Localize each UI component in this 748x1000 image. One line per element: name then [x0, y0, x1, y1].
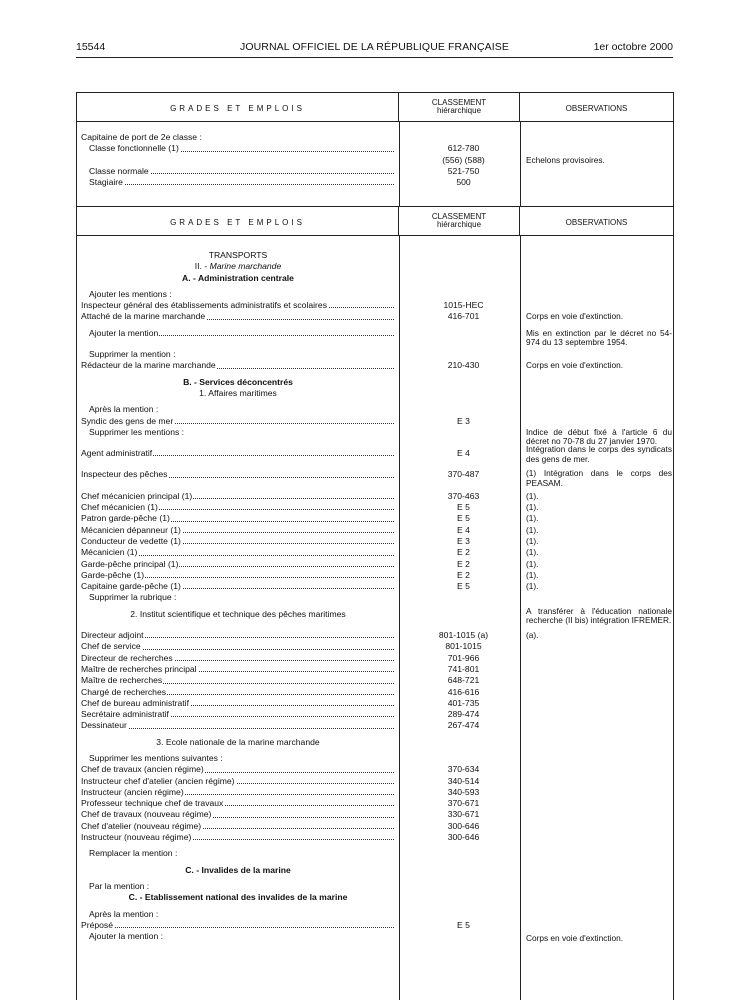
row-value: 300-646 [447, 820, 480, 831]
row-label: Maître de recherches [81, 675, 394, 686]
row-observation: (1). [526, 513, 539, 524]
row-label: Patron garde-pêche (1) [81, 513, 394, 524]
row-observation: (1). [526, 535, 539, 546]
row-value: E 5 [457, 513, 470, 524]
row-label: Capitaine garde-pêche (1) [81, 581, 394, 592]
table-row: Inspecteur des pêches 370-487 (1) Intégration dans le corps des PEASAM. [81, 468, 672, 488]
table-row [77, 821, 673, 832]
table-row: Ajouter la mention Mis en extinction par le décret no 54-974 du 13 septembre 1954. [89, 327, 672, 348]
table-row: Supprimer les mentions : Indice de début fixé à l'article 6 du décret no 70-78 du 27 janvier 1970. [89, 426, 672, 447]
table-row [77, 525, 673, 536]
instruction-text: Par la mention : [89, 880, 150, 891]
row-value: 801-1015 [445, 641, 482, 652]
row-value: 340-514 [447, 775, 480, 786]
table-row: Rédacteur de la marine marchande 210-430 Corps en voie d'extinction. [81, 360, 624, 371]
row-value: 370-463 [447, 490, 480, 501]
row-label: Conducteur de vedette (1) [81, 536, 394, 547]
table-row: Stagiaire 500 [89, 177, 471, 188]
row-observation: (a). [526, 630, 539, 641]
table-row: Préposé E 5 [81, 919, 470, 930]
table-row: (556) (588) Echelons provisoires. [442, 154, 605, 165]
table-row [77, 570, 673, 581]
row-label: Maître de recherches principal [81, 664, 394, 675]
table-row [77, 764, 673, 775]
section-subtitle: B. - Services déconcentrés [183, 376, 293, 387]
row-observation: (1). [526, 581, 539, 592]
table-row: 2. Institut scientifique et technique des pêches maritimes A transférer à l'éducation nationale recherche (II bis) intégration IFREMER. [130, 605, 672, 626]
row-label: Directeur de recherches [81, 653, 394, 664]
row-value: E 4 [457, 524, 470, 535]
row-value: 801-1015 (a) [438, 630, 489, 641]
section-subtitle: 1. Affaires maritimes [199, 387, 277, 398]
col-header-classement: CLASSEMENT hiérarchique [399, 93, 520, 122]
table-row [77, 641, 673, 652]
table-row [77, 502, 673, 513]
row-label: Professeur technique chef de travaux [81, 798, 394, 809]
table-row [77, 832, 673, 843]
table-row: Inspecteur général des établissements administratifs et scolaires 1015-HEC [81, 300, 484, 311]
section-subtitle: II. - Marine marchande [194, 261, 282, 272]
page-number: 15544 [76, 41, 106, 53]
table1-body [77, 122, 673, 206]
row-value: E 2 [457, 558, 470, 569]
table-row [77, 709, 673, 720]
grades-table-2 [76, 206, 674, 1000]
table-row [77, 809, 673, 820]
row-label: Mécanicien (1) [81, 547, 394, 558]
instruction-text: Ajouter les mentions : [89, 288, 172, 299]
row-label: Secrétaire administratif [81, 709, 394, 720]
journal-title: JOURNAL OFFICIEL DE LA RÉPUBLIQUE FRANÇAISE [240, 41, 509, 53]
table-row [77, 559, 673, 570]
table-row [77, 664, 673, 675]
row-value: E 5 [457, 581, 470, 592]
table-row: Attaché de la marine marchande 416-701 Corps en voie d'extinction. [81, 311, 624, 322]
table-row [77, 630, 673, 641]
row-label: Instructeur chef d'atelier (ancien régime) [81, 776, 394, 787]
table-row [77, 787, 673, 798]
section-subtitle: 3. Ecole nationale de la marine marchande [156, 736, 320, 747]
row-label: Instructeur (ancien régime) [81, 787, 394, 798]
row-value: 701-966 [447, 652, 480, 663]
table-header-row [77, 207, 674, 236]
row-value: 401-735 [447, 697, 480, 708]
row-value: 741-801 [447, 663, 480, 674]
row-value: 300-646 [447, 832, 480, 843]
list-c [77, 764, 673, 843]
section-subtitle: C. - Etablissement national des invalides de la marine [128, 892, 348, 903]
row-observation: (1). [526, 490, 539, 501]
section-title: TRANSPORTS [208, 250, 268, 260]
row-value: 370-671 [447, 798, 480, 809]
table-row [77, 513, 673, 524]
row-value: E 5 [457, 502, 470, 513]
row-label: Chef de travaux (nouveau régime) [81, 809, 394, 820]
row-observation: (1). [526, 524, 539, 535]
col-header-observations: OBSERVATIONS [520, 207, 674, 236]
row-value: 648-721 [447, 675, 480, 686]
col-header-grades: GRADES ET EMPLOIS [77, 207, 399, 236]
publication-date: 1er octobre 2000 [593, 41, 673, 53]
table-row [77, 581, 673, 592]
table-row: Ajouter la mention : Corps en voie d'extinction. [89, 931, 624, 944]
row-value: E 2 [457, 547, 470, 558]
instruction-text: Remplacer la mention : [89, 848, 178, 859]
instruction-text: Après la mention : [89, 404, 159, 415]
row-observation: (1). [526, 558, 539, 569]
row-label: Directeur adjoint [81, 630, 394, 641]
col-header-observations: OBSERVATIONS [520, 93, 674, 122]
table-header-row [77, 93, 674, 122]
list-a [77, 491, 673, 593]
table2-body [77, 236, 673, 1000]
table-row [77, 491, 673, 502]
row-value: 370-634 [447, 764, 480, 775]
table-row: Syndic des gens de mer E 3 [81, 415, 470, 426]
row-value: 289-474 [447, 709, 480, 720]
row-label: Mécanicien dépanneur (1) [81, 525, 394, 536]
row-value: 267-474 [447, 720, 480, 731]
row-label: Chef de travaux (ancien régime) [81, 764, 394, 775]
row-value: E 3 [457, 535, 470, 546]
table-row: Classe normale 521-750 [89, 165, 480, 176]
col-header-classement: CLASSEMENT hiérarchique [399, 207, 520, 236]
row-value: 416-616 [447, 686, 480, 697]
table-row [77, 536, 673, 547]
row-label: Garde-pêche principal (1) [81, 559, 394, 570]
table-row: Classe fonctionnelle (1) 612-780 [89, 143, 480, 154]
table-row [77, 720, 673, 731]
table-row [77, 675, 673, 686]
instruction-text: Supprimer la mention : [89, 349, 176, 360]
section-subtitle: A. - Administration centrale [182, 272, 294, 283]
row-label: Instructeur (nouveau régime) [81, 832, 394, 843]
grades-table-1 [76, 92, 674, 207]
row-value: 340-593 [447, 786, 480, 797]
row-observation: (1). [526, 502, 539, 513]
table-row: Agent administratif E 4 Intégration dans le corps des syndicats des gens de mer. [81, 444, 672, 464]
instruction-text: Supprimer les mentions suivantes : [89, 752, 223, 763]
row-label: Garde-pêche (1) [81, 570, 394, 581]
table-row [77, 776, 673, 787]
table-row [77, 798, 673, 809]
row-value: 330-671 [447, 809, 480, 820]
row-label: Chef mécanicien principal (1) [81, 491, 394, 502]
header-rule [76, 57, 673, 58]
section-subtitle: C. - Invalides de la marine [185, 864, 291, 875]
table-row [77, 547, 673, 558]
row-label: Chef de service [81, 641, 394, 652]
table-row [77, 653, 673, 664]
table-row: Capitaine de port de 2e classe : [81, 132, 202, 142]
list-b [77, 630, 673, 732]
row-label: Chargé de recherches [81, 687, 394, 698]
row-label: Chef de bureau administratif [81, 698, 394, 709]
row-value: E 2 [457, 569, 470, 580]
row-label: Chef mécanicien (1) [81, 502, 394, 513]
table-row [77, 698, 673, 709]
row-observation: (1). [526, 547, 539, 558]
instruction-text: Après la mention : [89, 908, 159, 919]
table-row [77, 687, 673, 698]
col-header-grades: GRADES ET EMPLOIS [77, 93, 399, 122]
row-label: Chef d'atelier (nouveau régime) [81, 821, 394, 832]
row-label: Dessinateur [81, 720, 394, 731]
instruction-text: Supprimer la rubrique : [89, 592, 177, 603]
row-observation: (1). [526, 569, 539, 580]
